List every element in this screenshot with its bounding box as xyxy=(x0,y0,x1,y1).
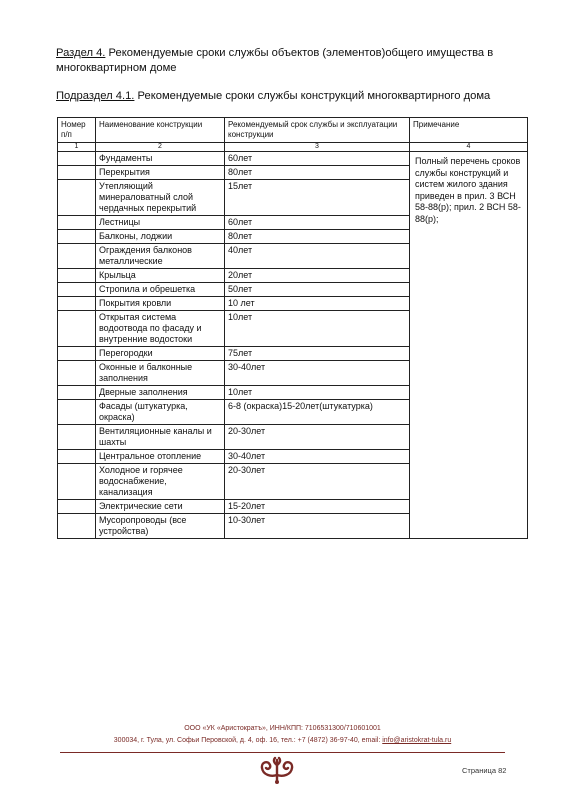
subsection-number: Подраздел 4.1. xyxy=(56,90,135,102)
construction-name: Крыльца xyxy=(96,269,225,283)
service-term: 10 лет xyxy=(225,297,410,311)
service-term: 10-30лет xyxy=(225,514,410,539)
row-number-cell xyxy=(58,152,96,166)
footer-divider xyxy=(60,752,505,753)
table-header-row xyxy=(58,118,528,143)
row-number-cell xyxy=(58,180,96,216)
row-number-cell xyxy=(58,450,96,464)
row-number-cell xyxy=(58,269,96,283)
page-number: Страница 82 xyxy=(462,766,507,775)
row-number-cell xyxy=(58,361,96,386)
construction-name: Электрические сети xyxy=(96,500,225,514)
note-cell: Полный перечень сроков службы конструкций и систем жилого здания приведен в прил. 3 ВСН 58-88(р); прил. 2 ВСН 58-88(р); xyxy=(410,152,528,539)
construction-name: Лестницы xyxy=(96,216,225,230)
footer-company: ООО «УК «Аристократъ», ИНН/КПП: 7106531300/710601001 xyxy=(184,725,381,732)
row-number-cell xyxy=(58,425,96,450)
header-construction: Наименование конструкции xyxy=(96,118,225,143)
construction-name: Фасады (штукатурка, окраска) xyxy=(96,400,225,425)
construction-name: Вентиляционные каналы и шахты xyxy=(96,425,225,450)
service-term: 6-8 (окраска)15-20лет(штукатурка) xyxy=(225,400,410,425)
row-number-cell xyxy=(58,311,96,347)
row-number-cell xyxy=(58,244,96,269)
row-number-cell xyxy=(58,386,96,400)
row-number-cell xyxy=(58,283,96,297)
section-title xyxy=(56,46,526,76)
row-number-cell xyxy=(58,464,96,500)
service-term: 20-30лет xyxy=(225,464,410,500)
construction-name: Стропила и обрешетка xyxy=(96,283,225,297)
service-term: 30-40лет xyxy=(225,361,410,386)
construction-name: Фундаменты xyxy=(96,152,225,166)
service-term: 40лет xyxy=(225,244,410,269)
construction-name: Покрытия кровли xyxy=(96,297,225,311)
footer-address: 300034, г. Тула, ул. Софьи Перовской, д. 4, оф. 16, тел.: +7 (4872) 36-97-40, email: xyxy=(113,737,383,744)
construction-name: Центральное отопление xyxy=(96,450,225,464)
construction-name: Холодное и горячее водоснабжение, канализация xyxy=(96,464,225,500)
construction-name: Утепляющий минераловатный слой чердачных перекрытий xyxy=(96,180,225,216)
construction-name: Открытая система водоотвода по фасаду и внутренние водостоки xyxy=(96,311,225,347)
service-term: 10лет xyxy=(225,311,410,347)
construction-name: Балконы, лоджии xyxy=(96,230,225,244)
service-term: 15-20лет xyxy=(225,500,410,514)
service-term: 60лет xyxy=(225,216,410,230)
section-heading-text: Рекомендуемые сроки службы объектов (элементов)общего имущества в многоквартирном доме xyxy=(56,47,494,74)
service-term: 20-30лет xyxy=(225,425,410,450)
section-number: Раздел 4. xyxy=(56,47,106,59)
construction-name: Дверные заполнения xyxy=(96,386,225,400)
row-number-cell xyxy=(58,230,96,244)
table-row xyxy=(58,152,528,166)
construction-name: Перекрытия xyxy=(96,166,225,180)
service-term: 75лет xyxy=(225,347,410,361)
column-number: 3 xyxy=(225,143,410,152)
ornament-logo-icon xyxy=(254,755,300,785)
footer-address-line xyxy=(0,737,565,744)
service-term: 80лет xyxy=(225,230,410,244)
construction-name: Перегородки xyxy=(96,347,225,361)
service-term: 30-40лет xyxy=(225,450,410,464)
column-number: 1 xyxy=(58,143,96,152)
header-number: Номер п/п xyxy=(58,118,96,143)
row-number-cell xyxy=(58,216,96,230)
construction-name: Оконные и балконные заполнения xyxy=(96,361,225,386)
row-number-cell xyxy=(58,400,96,425)
subsection-title xyxy=(56,89,526,104)
row-number-cell xyxy=(58,166,96,180)
row-number-cell xyxy=(58,500,96,514)
row-number-cell xyxy=(58,347,96,361)
row-number-cell xyxy=(58,514,96,539)
footer-email-link[interactable]: info@aristokrat-tula.ru xyxy=(382,737,452,744)
column-number-row xyxy=(58,143,528,152)
service-term: 15лет xyxy=(225,180,410,216)
row-number-cell xyxy=(58,297,96,311)
service-term: 50лет xyxy=(225,283,410,297)
service-term: 20лет xyxy=(225,269,410,283)
construction-name: Мусоропроводы (все устройства) xyxy=(96,514,225,539)
service-term: 10лет xyxy=(225,386,410,400)
construction-name: Ограждения балконов металлические xyxy=(96,244,225,269)
service-term: 60лет xyxy=(225,152,410,166)
column-number: 2 xyxy=(96,143,225,152)
service-life-table xyxy=(57,117,528,539)
header-term: Рекомендуемый срок службы и эксплуатации конструкции xyxy=(225,118,410,143)
subsection-heading-text: Рекомендуемые сроки службы конструкций многоквартирного дома xyxy=(134,90,491,102)
column-number: 4 xyxy=(410,143,528,152)
service-term: 80лет xyxy=(225,166,410,180)
header-note: Примечание xyxy=(410,118,528,143)
